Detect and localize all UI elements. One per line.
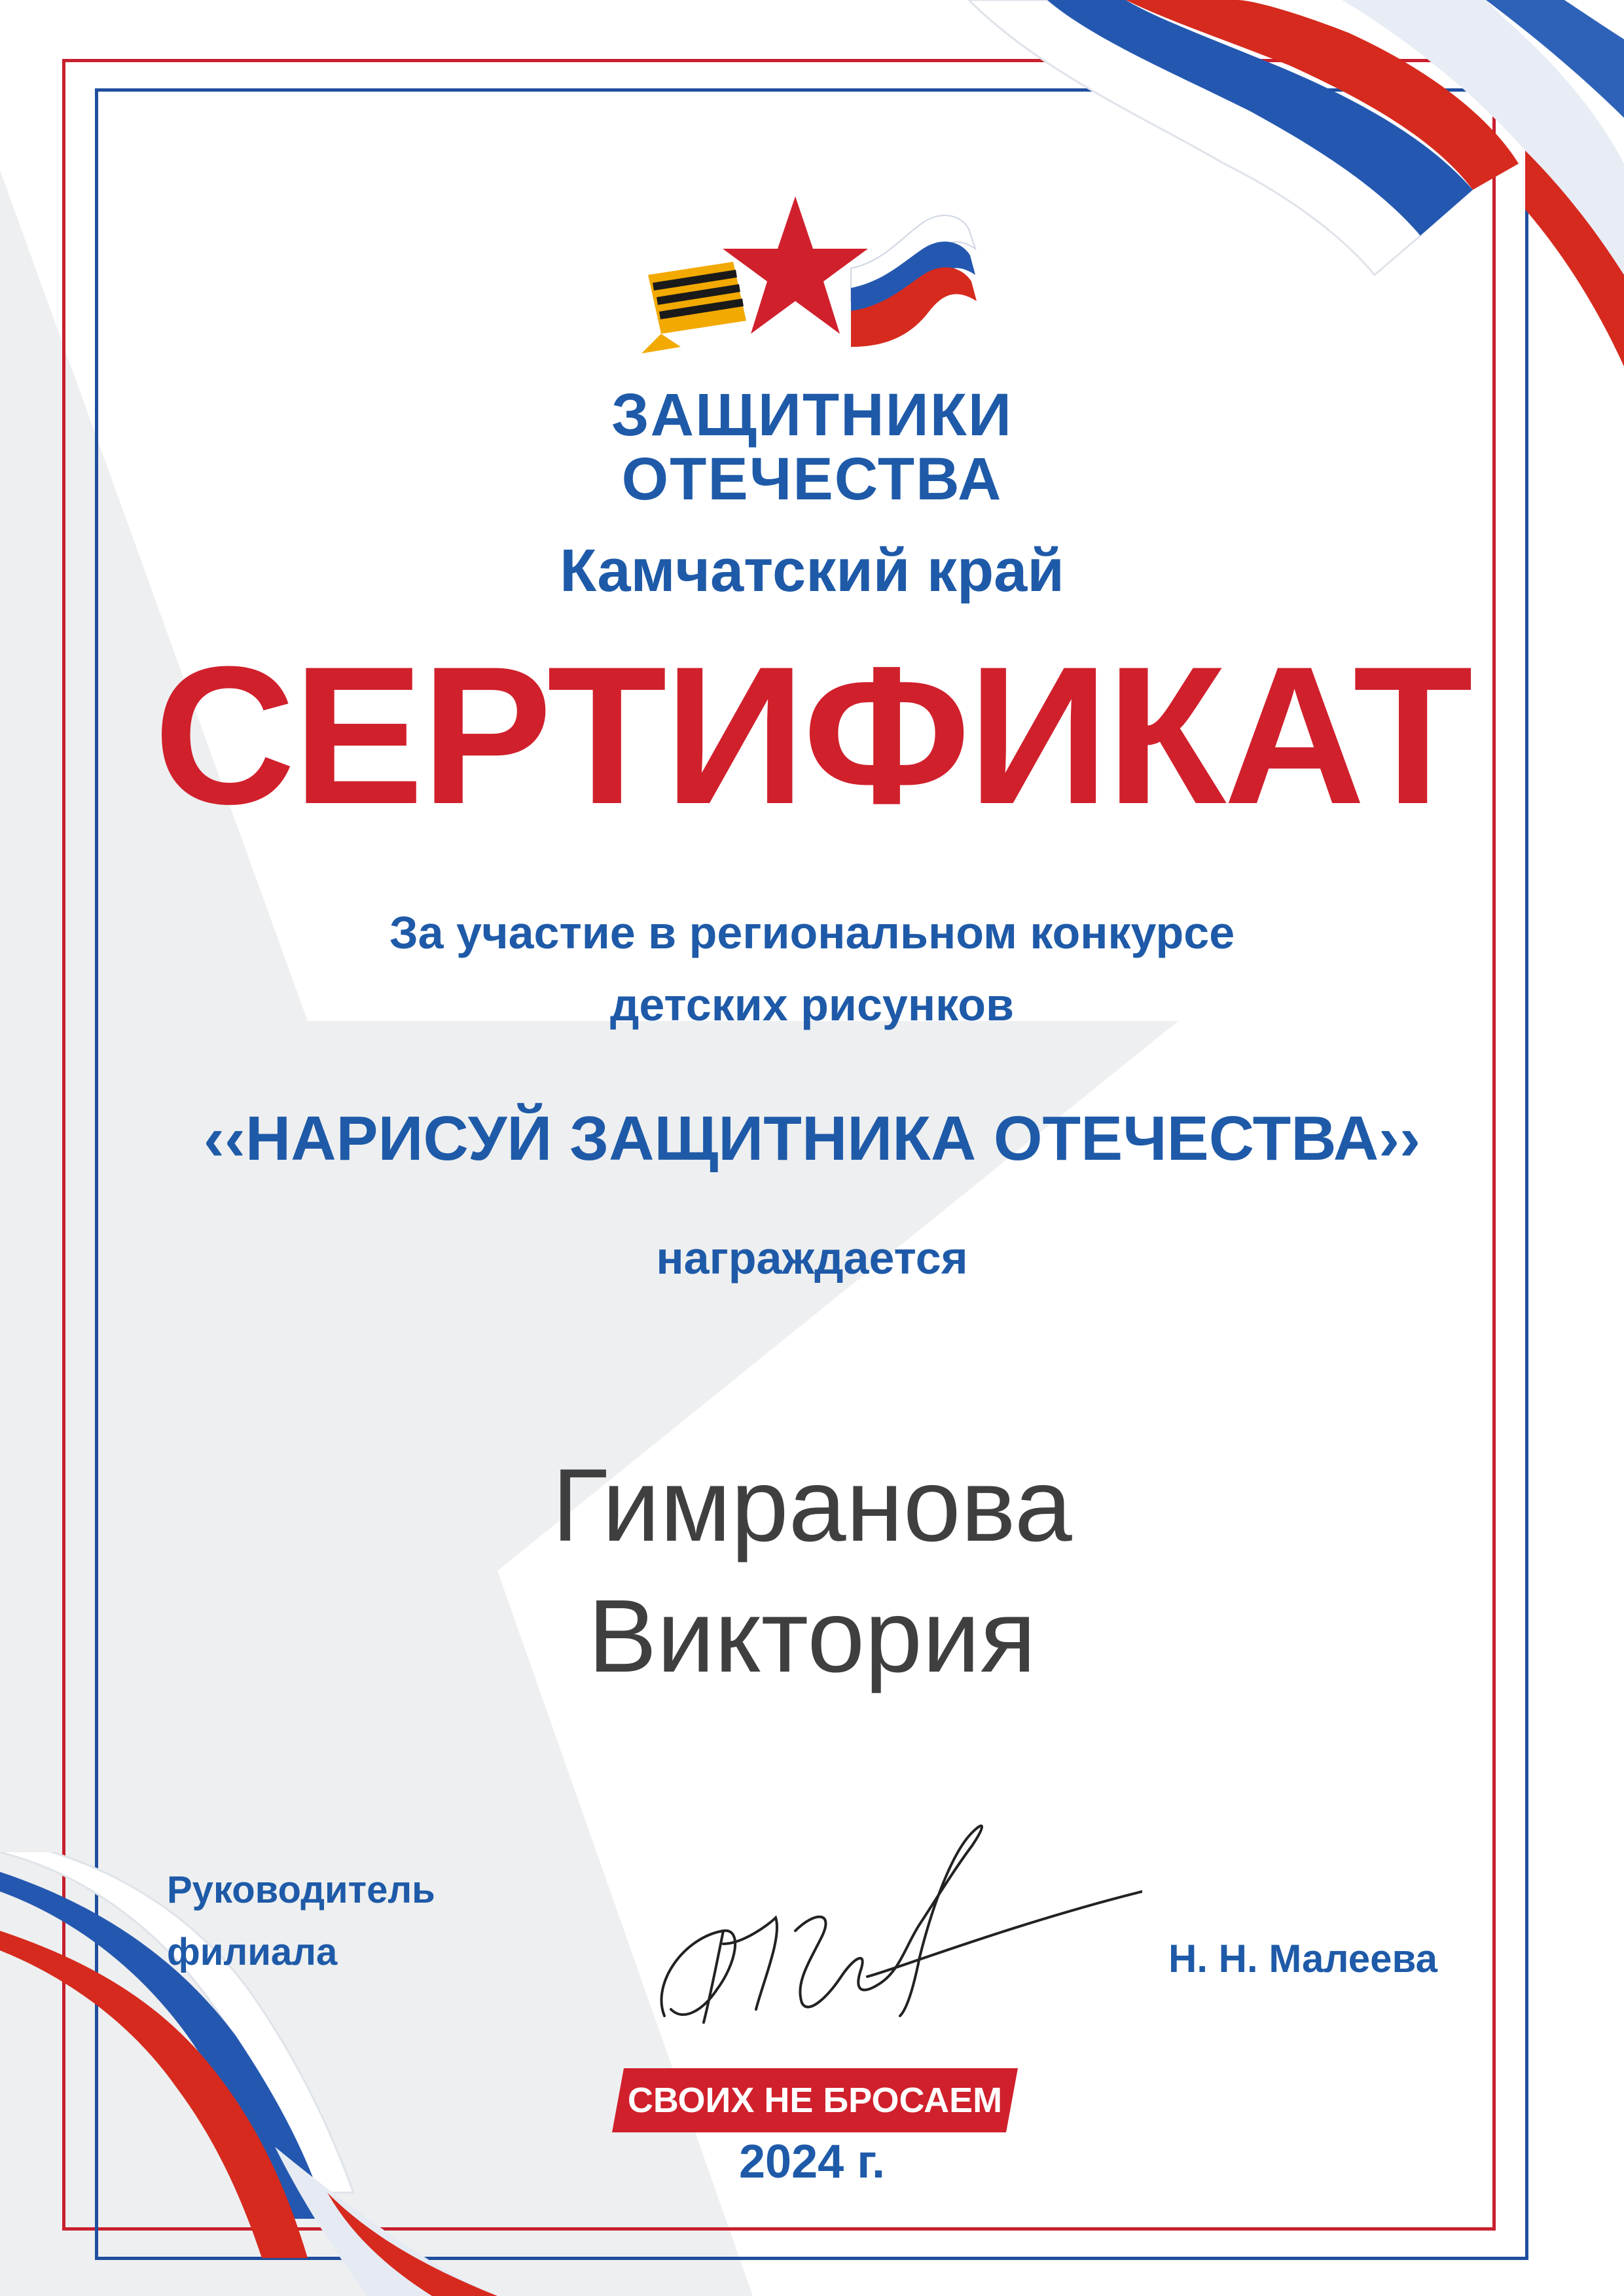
logo-title [0, 383, 1624, 511]
signatory-role-line2: филиала [167, 1931, 338, 1973]
certificate-title: СЕРТИФИКАТ [153, 625, 1471, 845]
signatory-name: Н. Н. Малеева [1168, 1937, 1437, 1981]
year: 2024 г. [739, 2136, 885, 2188]
signatory-role [167, 1859, 435, 1983]
slogan-badge [612, 2068, 1018, 2132]
logo-title-line1: ЗАЩИТНИКИ [611, 382, 1013, 448]
recipient-given-name: Виктория [588, 1579, 1036, 1694]
signatory-role-line1: Руководитель [167, 1869, 435, 1911]
contest-name: ‹‹НАРИСУЙ ЗАЩИТНИКА ОТЕЧЕСТВА›› [203, 1103, 1421, 1174]
description [0, 897, 1624, 1041]
logo-title-line2: ОТЕЧЕСТВА [621, 446, 1003, 512]
description-line2: детских рисунков [609, 979, 1014, 1030]
description-line1: За участие в региональном конкурсе [389, 907, 1235, 958]
handwritten-signature [645, 1813, 1142, 2055]
recipient-name [0, 1440, 1624, 1702]
awarded-text: награждается [656, 1232, 968, 1283]
recipient-surname: Гимранова [552, 1448, 1072, 1563]
slogan-text: СВОИХ НЕ БРОСАЕМ [627, 2081, 1003, 2120]
defenders-emblem-icon [635, 190, 988, 380]
flag-ribbon-top-right [949, 0, 1624, 367]
region-name: Камчатский край [560, 537, 1064, 604]
